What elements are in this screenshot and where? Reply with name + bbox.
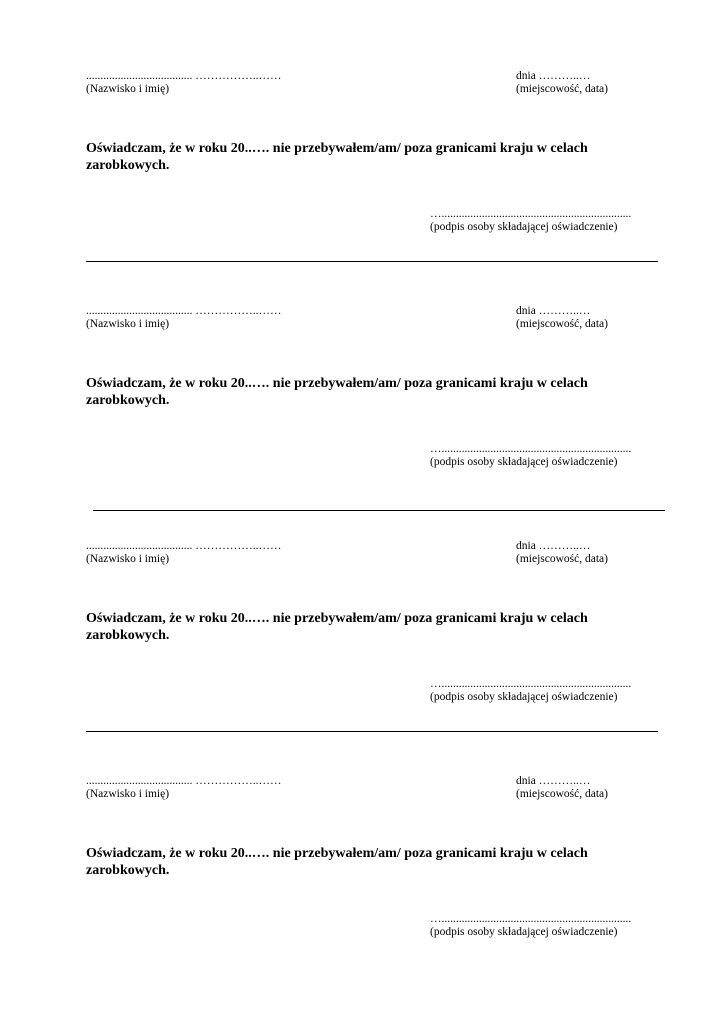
name-label: (Nazwisko i imię) <box>86 788 170 800</box>
signature-dotted-line: ….................................................................. <box>430 208 632 220</box>
name-dotted-line: ..................................... ……………..…… <box>86 305 282 317</box>
date-dotted-line: dnia ………..… <box>516 70 591 82</box>
name-dotted-line: ..................................... ……………..…… <box>86 70 282 82</box>
name-label: (Nazwisko i imię) <box>86 83 170 95</box>
form-divider-2 <box>93 510 665 511</box>
date-label: (miejscowość, data) <box>516 553 608 565</box>
declaration-statement: Oświadczam, że w roku 20..…. nie przebywałem/am/ poza granicami kraju w celach zarobkowych. <box>86 376 588 408</box>
signature-dotted-line: ….................................................................. <box>430 443 632 455</box>
declaration-form-1 <box>0 70 724 250</box>
date-dotted-line: dnia ………..… <box>516 775 591 787</box>
name-label: (Nazwisko i imię) <box>86 318 170 330</box>
date-dotted-line: dnia ………..… <box>516 305 591 317</box>
form-divider-3 <box>86 731 658 732</box>
declaration-form-2 <box>0 305 724 485</box>
date-label: (miejscowość, data) <box>516 788 608 800</box>
date-label: (miejscowość, data) <box>516 318 608 330</box>
signature-label: (podpis osoby składającej oświadczenie) <box>430 456 618 468</box>
signature-dotted-line: ….................................................................. <box>430 913 632 925</box>
signature-label: (podpis osoby składającej oświadczenie) <box>430 691 618 703</box>
declaration-form-4 <box>0 775 724 955</box>
name-label: (Nazwisko i imię) <box>86 553 170 565</box>
form-divider-1 <box>86 261 658 262</box>
date-label: (miejscowość, data) <box>516 83 608 95</box>
signature-label: (podpis osoby składającej oświadczenie) <box>430 221 618 233</box>
declaration-statement: Oświadczam, że w roku 20..…. nie przebywałem/am/ poza granicami kraju w celach zarobkowych. <box>86 611 588 643</box>
declaration-statement: Oświadczam, że w roku 20..…. nie przebywałem/am/ poza granicami kraju w celach zarobkowych. <box>86 141 588 173</box>
declaration-statement: Oświadczam, że w roku 20..…. nie przebywałem/am/ poza granicami kraju w celach zarobkowych. <box>86 846 588 878</box>
declaration-form-3 <box>0 540 724 720</box>
name-dotted-line: ..................................... ……………..…… <box>86 540 282 552</box>
signature-label: (podpis osoby składającej oświadczenie) <box>430 926 618 938</box>
date-dotted-line: dnia ………..… <box>516 540 591 552</box>
signature-dotted-line: ….................................................................. <box>430 678 632 690</box>
name-dotted-line: ..................................... ……………..…… <box>86 775 282 787</box>
